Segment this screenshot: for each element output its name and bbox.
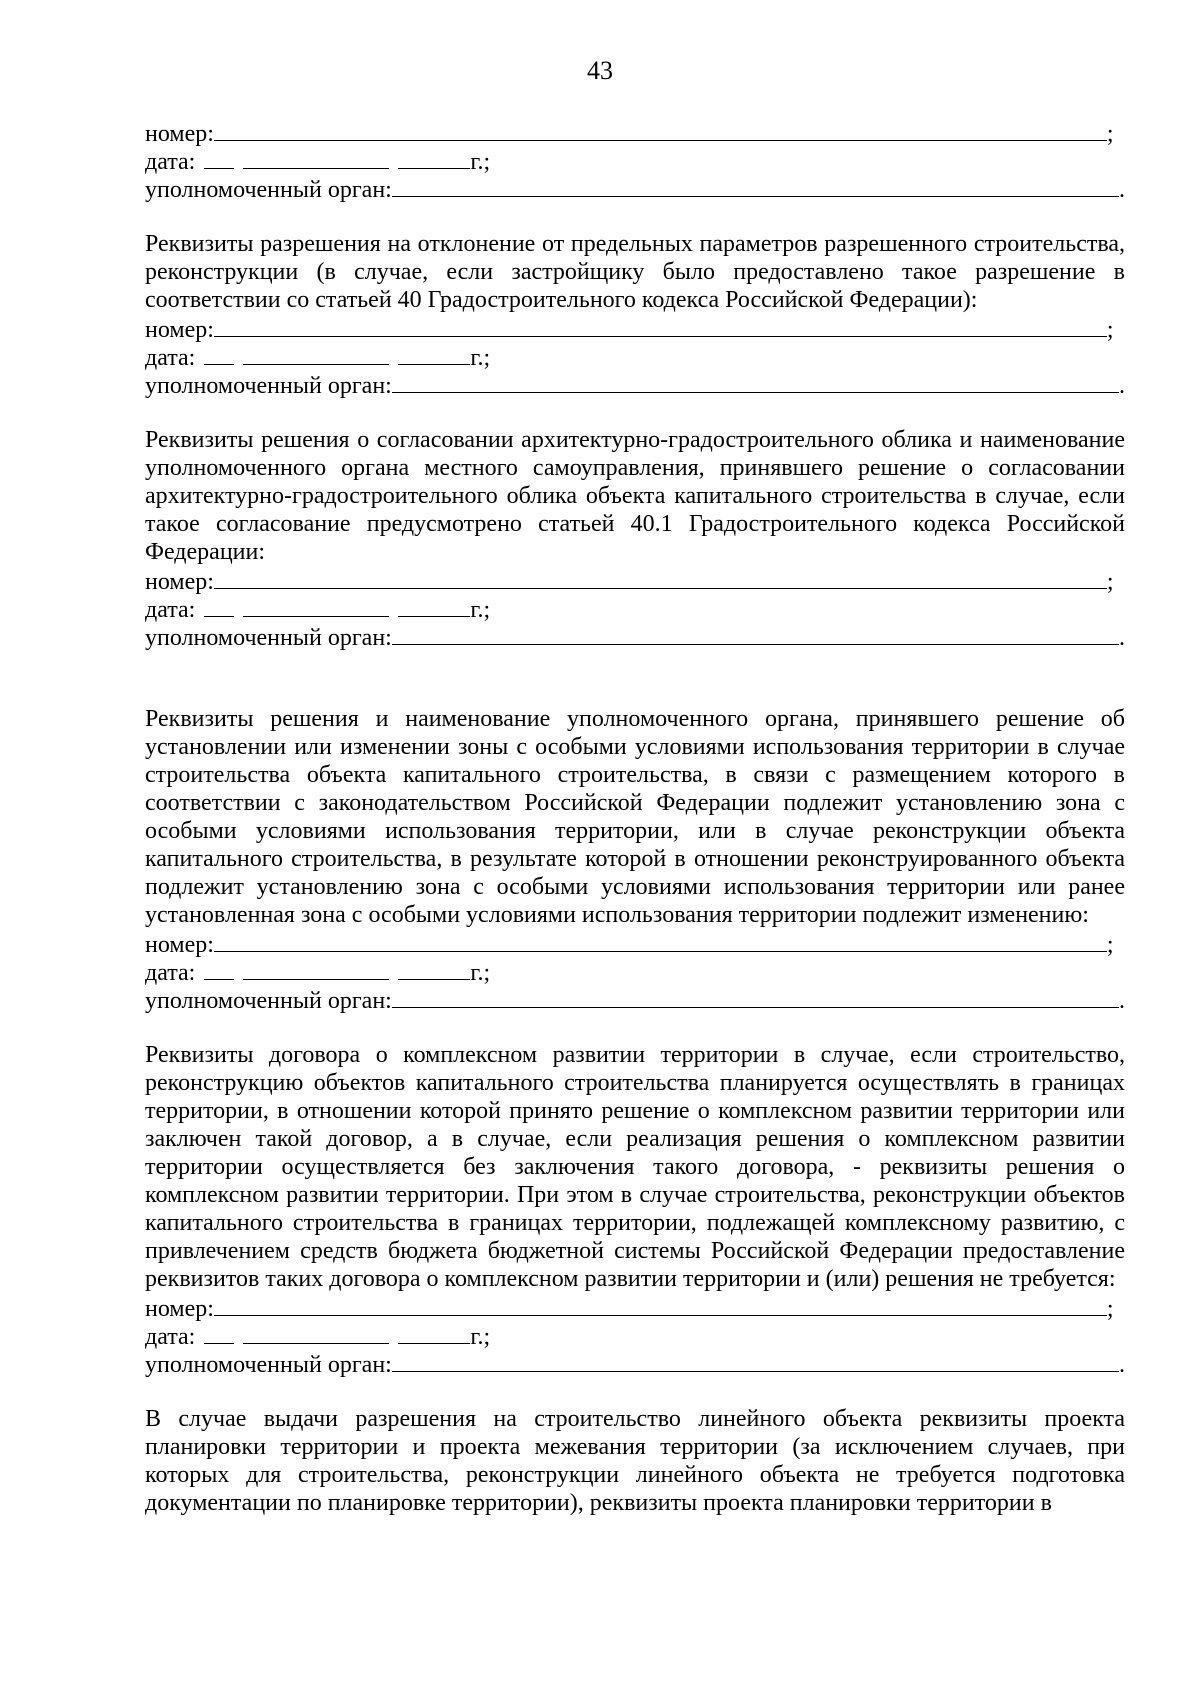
- date-suffix: г.;: [470, 1324, 491, 1350]
- authority-end: .: [1119, 988, 1125, 1014]
- authority-label: уполномоченный орган:: [145, 625, 392, 651]
- date-year-blank[interactable]: [398, 342, 470, 365]
- date-field-row: [145, 342, 1125, 370]
- date-label: дата:: [145, 149, 196, 175]
- date-year-blank[interactable]: [398, 594, 470, 617]
- authority-blank-line[interactable]: [392, 370, 1119, 393]
- date-field-row: [145, 957, 1125, 985]
- number-label: номер:: [145, 569, 214, 595]
- date-day-blank[interactable]: [204, 1321, 234, 1344]
- date-month-blank[interactable]: [243, 146, 389, 169]
- authority-field-row: [145, 622, 1125, 650]
- date-field-row: [145, 146, 1125, 174]
- paragraph-deviation-permit: Реквизиты разрешения на отклонение от предельных параметров разрешенного строительства, реконструкции (в случае, если застройщику было предоставлено такое разрешение в соответствии со статьей 40 Градостроительного кодекса Российской Федерации):: [145, 231, 1125, 313]
- date-label: дата:: [145, 960, 196, 986]
- authority-end: .: [1119, 373, 1125, 399]
- authority-blank-line[interactable]: [392, 174, 1119, 197]
- date-year-blank[interactable]: [398, 957, 470, 980]
- date-field-row: [145, 594, 1125, 622]
- number-end: ;: [1106, 932, 1114, 958]
- date-field-row: [145, 1321, 1125, 1349]
- authority-field-row: [145, 1349, 1125, 1377]
- authority-field-row: [145, 174, 1125, 202]
- date-day-blank[interactable]: [204, 342, 234, 365]
- date-day-blank[interactable]: [204, 594, 234, 617]
- requisites-block-3: [145, 705, 1125, 1013]
- number-field-row: [145, 566, 1125, 594]
- authority-blank-line[interactable]: [392, 1349, 1119, 1372]
- authority-label: уполномоченный орган:: [145, 373, 392, 399]
- authority-end: .: [1119, 177, 1125, 203]
- date-year-blank[interactable]: [398, 1321, 470, 1344]
- number-blank-line[interactable]: [214, 314, 1107, 337]
- paragraph-architectural-appearance: Реквизиты решения о согласовании архитектурно-градостроительного облика и наименование уполномоченного органа местного самоуправления, принявшего решение о согласовании архитектурно-градостроительного облика объекта капитального строительства в случае, если такое согласование предусмотрено статьей 40.1 Градостроительного кодекса Российской Федерации:: [145, 427, 1125, 565]
- document-body: [145, 118, 1125, 1517]
- authority-label: уполномоченный орган:: [145, 1352, 392, 1378]
- date-day-blank[interactable]: [204, 957, 234, 980]
- date-suffix: г.;: [470, 960, 491, 986]
- number-end: ;: [1106, 121, 1114, 147]
- authority-blank-line[interactable]: [392, 622, 1119, 645]
- date-month-blank[interactable]: [243, 1321, 389, 1344]
- number-blank-line[interactable]: [214, 566, 1107, 589]
- authority-field-row: [145, 985, 1125, 1013]
- authority-label: уполномоченный орган:: [145, 177, 392, 203]
- authority-end: .: [1119, 625, 1125, 651]
- number-field-row: [145, 314, 1125, 342]
- date-month-blank[interactable]: [243, 594, 389, 617]
- date-suffix: г.;: [470, 149, 491, 175]
- number-label: номер:: [145, 317, 214, 343]
- requisites-block-5: [145, 1405, 1125, 1517]
- authority-label: уполномоченный орган:: [145, 988, 392, 1014]
- date-suffix: г.;: [470, 345, 491, 371]
- number-blank-line[interactable]: [214, 929, 1107, 952]
- paragraph-linear-object: В случае выдачи разрешения на строительство линейного объекта реквизиты проекта планировки территории и проекта межевания территории (за исключением случаев, при которых для строительства, реконструкции линейного объекта не требуется подготовка документации по планировке территории), реквизиты проекта планировки территории в: [145, 1406, 1125, 1516]
- requisites-block-4: [145, 1041, 1125, 1377]
- requisites-block-1: [145, 230, 1125, 398]
- number-blank-line[interactable]: [214, 1293, 1107, 1316]
- number-label: номер:: [145, 121, 214, 147]
- date-day-blank[interactable]: [204, 146, 234, 169]
- authority-end: .: [1119, 1352, 1125, 1378]
- number-end: ;: [1106, 569, 1114, 595]
- number-field-row: [145, 118, 1125, 146]
- paragraph-special-zone: Реквизиты решения и наименование уполномоченного органа, принявшего решение об установлении или изменении зоны с особыми условиями использования территории в случае строительства объекта капитального строительства, в связи с размещением которого в соответствии с законодательством Российской Федерации подлежит установлению зона с особыми условиями использования территории, или в случае реконструкции объекта капитального строительства, в результате которой в отношении реконструированного объекта подлежит установлению зона с особыми условиями использования территории или ранее установленная зона с особыми условиями использования территории подлежит изменению:: [145, 706, 1125, 928]
- date-suffix: г.;: [470, 597, 491, 623]
- number-field-row: [145, 929, 1125, 957]
- number-label: номер:: [145, 1296, 214, 1322]
- paragraph-complex-development: Реквизиты договора о комплексном развитии территории в случае, если строительство, реконструкцию объектов капитального строительства планируется осуществлять в границах территории, в отношении которой принято решение о комплексном развитии территории или заключен такой договор, а в случае, если реализация решения о комплексном развитии территории осуществляется без заключения такого договора, - реквизиты решения о комплексном развитии территории. При этом в случае строительства, реконструкции объектов капитального строительства в границах территории, подлежащей комплексному развитию, с привлечением средств бюджета бюджетной системы Российской Федерации предоставление реквизитов таких договора о комплексном развитии территории и (или) решения не требуется:: [145, 1042, 1125, 1292]
- requisites-block-0: [145, 118, 1125, 202]
- page-number: 43: [587, 56, 613, 85]
- number-label: номер:: [145, 932, 214, 958]
- date-label: дата:: [145, 1324, 196, 1350]
- number-blank-line[interactable]: [214, 118, 1107, 141]
- date-label: дата:: [145, 597, 196, 623]
- date-month-blank[interactable]: [243, 957, 389, 980]
- number-end: ;: [1106, 317, 1114, 343]
- authority-field-row: [145, 370, 1125, 398]
- number-field-row: [145, 1293, 1125, 1321]
- number-end: ;: [1106, 1296, 1114, 1322]
- date-month-blank[interactable]: [243, 342, 389, 365]
- authority-blank-line[interactable]: [392, 985, 1119, 1008]
- date-label: дата:: [145, 345, 196, 371]
- date-year-blank[interactable]: [398, 146, 470, 169]
- requisites-block-2: [145, 426, 1125, 650]
